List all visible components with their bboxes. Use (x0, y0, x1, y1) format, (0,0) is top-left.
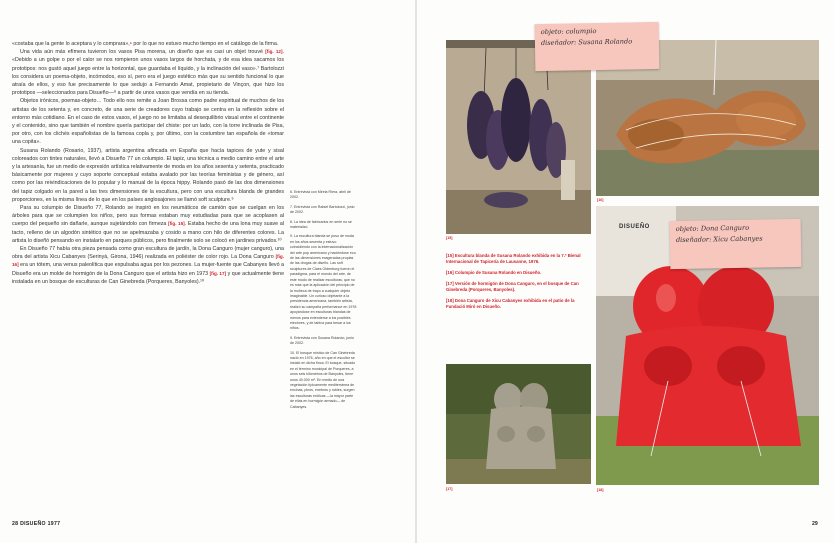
note-object: objeto: Dona Canguro (675, 223, 750, 234)
page-footer-right: 29 (812, 521, 818, 527)
paragraph-text: «costaba que la gente lo aceptara y lo comprara», (12, 41, 130, 47)
article-paragraph (12, 245, 284, 286)
article-paragraph (12, 147, 284, 204)
photo-caption: [17] Versión de hormigón de Dona Canguro, en el bosque de Can Ginebreda (Porqueres, Banyoles). (446, 281, 579, 292)
paragraph-text: . Estaba hecho de una lona muy suave al tacto, relleno de un algodón sintético que no se apelmazaba y cosido a mano con hilo de diferentes colores. La artista lo diseñó pensando en instalarlo en parques públicos, pero finalmente solo se colocó en jardines privados.¹⁰ (12, 221, 284, 244)
paragraph-text: Susana Rolando (Rosario, 1937), artista argentina afincada en España que hacía tapices de yute y sisal coloreados con tintes naturales, llevó a Disueño 77 un columpio. El tapiz, una técnica a medio camino entre el arte y la artesanía, fue un medio de expresión artística relativamente de moda en los años sesenta y setenta, practicado básicamente por mujeres y cuyo soporte conceptual estaba avalado por las teorías feministas y de género, así como por las reivindicaciones de lo popular y lo manual de la época hippy. Rolando pasó de las dos dimensiones del tapiz colgado en la pared a las tres dimensiones de la escultura, pero con una escultura blanda de grandes proporciones, en la misma línea de lo que en los países anglosajones se llamó soft sculpture.⁹ (12, 147, 284, 203)
photo-caption: [16] Columpio de Susana Rolando en Disueño. (446, 270, 542, 275)
footnote: 8. La idea de fabricarlos en serie no se materializó. (290, 219, 352, 230)
handwritten-note-dona-canguro (670, 219, 802, 269)
fig-label-15: [15] (446, 236, 453, 240)
paragraph-text: por lo que no estuvo mucho tiempo en el catálogo de la firma. (131, 41, 279, 47)
paragraph-text: era un tótem, una venus paleolítica que expulsaba agua por los pezones. La mujer-fuente que Cabanyes llevó a Disueño era un molde de hormigón de la Dona Canguro que el artista hizo en 1973 (12, 262, 284, 277)
page-footer-left: 28 DISUEÑO 1977 (12, 521, 61, 527)
note-object: objeto: columpio (540, 27, 597, 36)
note-designer: diseñador: Xicu Cabanyes (675, 234, 763, 245)
article-paragraph (12, 204, 284, 245)
photo-captions (446, 253, 592, 315)
note-designer: diseñador: Susana Rolando (540, 37, 633, 47)
paragraph-text: En Disueño 77 había otra pieza pensada como gran escultura de jardín, la Dona Canguro (mujer canguro), una obra del artista Xicu Cabanyes (Serinyà, Girona, 1946) realizada en poliéster de color rojo. La Dona Canguro (12, 246, 284, 261)
paragraph-text: Para su columpio de Disueño 77, Rolando se inspiró en los neumáticos de camión que se cuelgan en los árboles para que se columpien los niños, pero sus formas estaban muy estudiadas para que se acoplasen al cuerpo del pequeño sin dañarle, aunque sujetándolo con firmeza (12, 205, 284, 228)
article-body (12, 40, 284, 286)
paragraph-text: Objetos irónicos, poemas-objeto… Todo ello nos remite a Joan Brossa como padre espiritual de muchos de los artistas de los setenta y, en concreto, de una serie de creadores cuyo trabajo se centra en la reflexión sobre el entorno más cotidiano. En el caso de estos vasos, el juego no se limitaba al desequilibrio visual entre el continente y el contenido, sino que también el nombre quería participar del chiste: por un lado, con la torre inclinada de Pisa, por otro, con los clichés españolistas de la famosa copla y, por último, con la costumbre tan española de «tomar una copita». (12, 98, 284, 146)
fig-label-16: [16] (597, 198, 604, 202)
photo-concrete-dona-canguro (446, 364, 591, 484)
figure-reference: [fig. 15] (168, 221, 185, 227)
fig-label-17: [17] (446, 487, 453, 491)
figure-reference: ⁶ (129, 41, 132, 46)
figure-reference: [fig. 16] (12, 254, 284, 268)
figure-reference: [fig. 17] (209, 270, 227, 276)
photo-caption: [15] Escultura blanda de Susana Rolando exhibida en la 7.ª Bienal Internacional de Tapicería de Lausanne, 1976. (446, 253, 581, 264)
footnote: 9. Entrevista con Susana Rolando, junio de 2002. (290, 335, 354, 346)
footnote: 6. Entrevista con Mireia Riera, abril de 2002. (290, 190, 351, 200)
disueno-sign: DISUEÑO (619, 224, 650, 230)
photo-caption: [18] Dona Canguro de Xicu Cabanyes exhibida en el patio de la Fundació Miró en Disueño. (446, 298, 575, 309)
figure-reference: [fig. 12] (265, 49, 283, 55)
paragraph-text: y que actualmente tiene instalada en un bosque de esculturas de Can Ginebreda (Porqueres, Banyoles).¹⁰ (12, 270, 285, 285)
paragraph-text: . «Debido a un golpe o por el calor se nos rompieron unos vasos largos de horchata, y de esa idea sacamos los prototipos: nos gustó aquel juego entre la horizontal, que guardaba el líquido, y la inclinación del vaso».⁷ Bartolozzi los considera un poema-objeto, incómodos, eso sí, pero era el juego estético más que su sentido funcional lo que atraía de ellos, y eso fue precisamente lo que sedujo a Fernando Amat, propietario de Vinçon, que hizo los prototipos —seleccionados para Disueño—⁸ a partir de unos vasos que vendía en su tienda. (12, 49, 284, 97)
handwritten-note-swing (535, 22, 660, 71)
paragraph-text: Una vida aún más efímera tuvieron los vasos Pisa morena, un diseño que es casi un objet trouvé (20, 49, 266, 56)
article-paragraph (12, 40, 284, 48)
concrete-sculpture-image (446, 364, 591, 484)
fig-label-18: [18] (597, 488, 604, 492)
footnote: 10. El bosque místico de Can Ginebreda nació en 1976, año en que el escultor se instaló en dicha finca. El bosque, situado en el término municipal de Porqueres, a unos seis kilómetros de Banyoles, tiene unos 40.000 m². En medio de una vegetación típicamente mediterránea de encinas, pinos, enebros y robles, surgen las esculturas eróticas —la mayor parte de ellas en hormigón armado— de Cabanyes. (290, 350, 356, 409)
footnote: 9. La escultura blanda se puso de moda en los años sesenta y estuvo coincidiendo con la internacionalización del arte pop americano y haciéndose eco de las dimensiones exageradas propias de las drogas de diseño. Las soft sculptures de Claes Oldenburg fueron el paradigma, para el mundo del arte, de este modo de realizar esculturas, que no es más que la aplicación del principio de la muñeca de trapo a cualquier objeto imaginable. Un curioso objetante a la presidencia americana, también artista, realizó su campaña performance en 1978 apoyándose en esculturas blandas de menos para extenderse a los posibles electores, y de tabica para besar a los niños. (290, 234, 357, 331)
article-paragraph (12, 97, 284, 146)
footnotes-column (290, 190, 357, 414)
footnote: 7. Entrevista con Rafael Bartolozzi, junio de 2002. (290, 204, 355, 215)
page-gutter (415, 0, 417, 543)
article-paragraph (12, 48, 284, 97)
